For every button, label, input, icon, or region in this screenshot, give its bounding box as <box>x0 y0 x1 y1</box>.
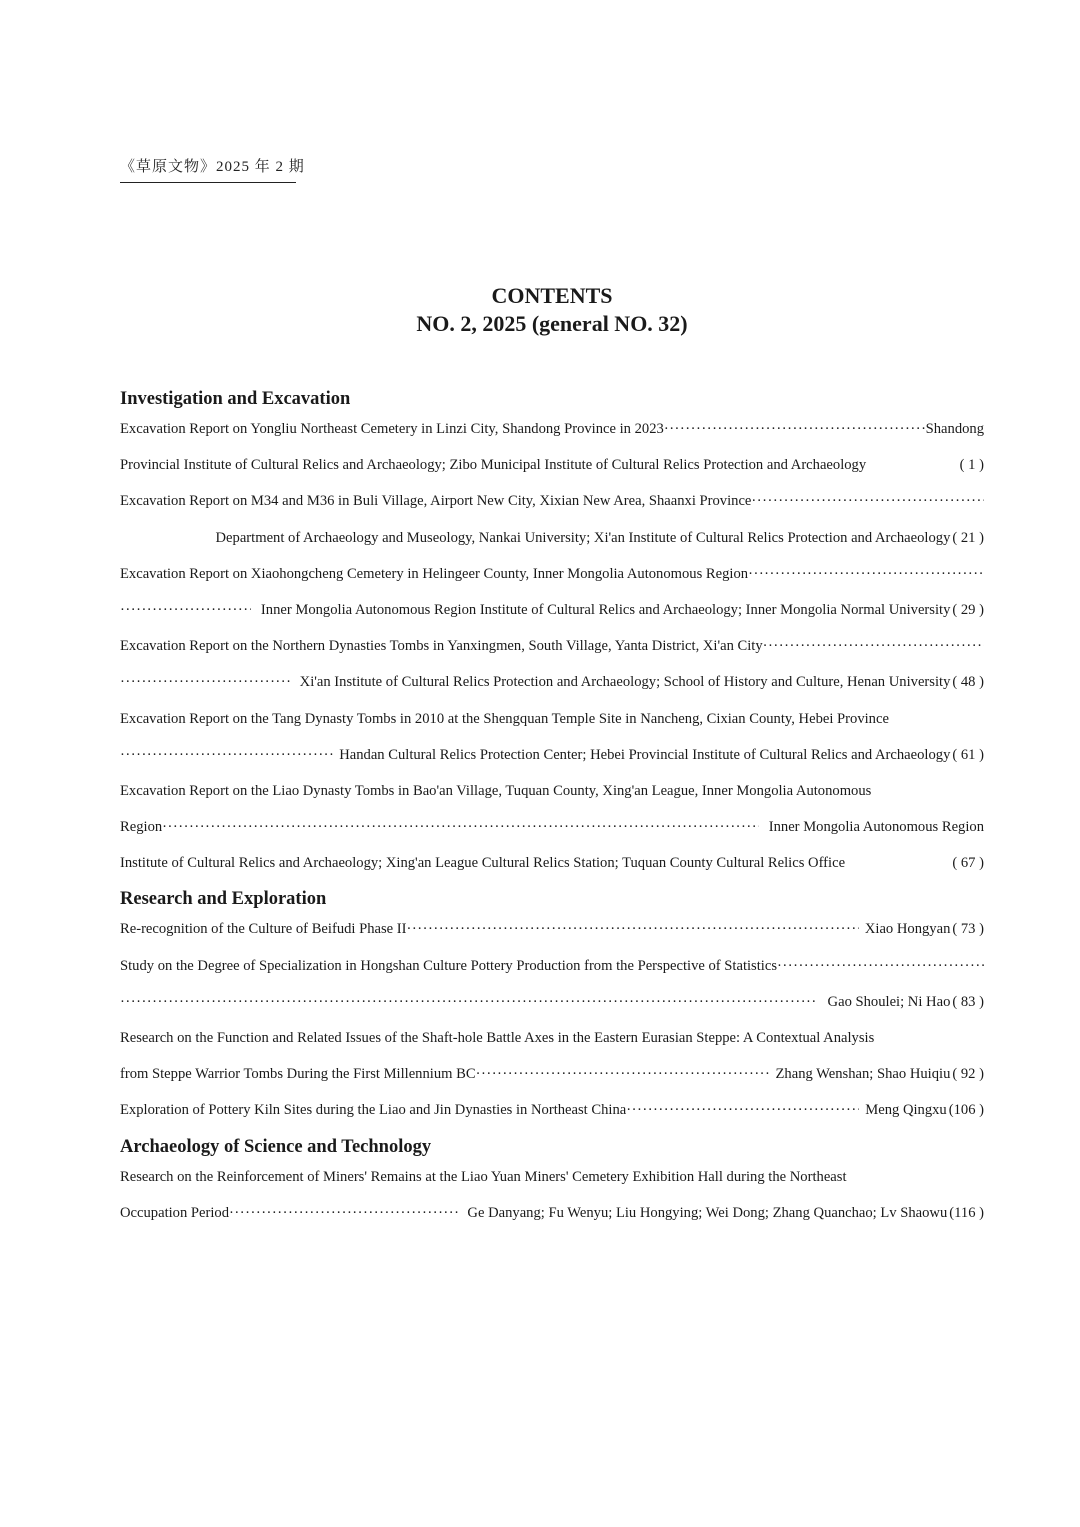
entry-title: Region <box>120 819 163 836</box>
entry-title: Excavation Report on the Liao Dynasty Tombs in Bao'an Village, Tuquan County, Xing'an League, Inner Mongolia Autonomous <box>120 782 872 799</box>
entry-title: Occupation Period <box>120 1204 230 1221</box>
toc-entry[interactable] <box>120 916 984 952</box>
leader-dots <box>748 561 984 587</box>
toc-entry[interactable] <box>120 488 984 560</box>
entry-page: (106 ) <box>948 1102 984 1119</box>
entry-title: Excavation Report on Xiaohongcheng Cemetery in Helingeer County, Inner Mongolia Autonomous Region <box>120 565 749 582</box>
entry-page: ( 83 ) <box>952 993 984 1010</box>
toc-entry[interactable] <box>120 1097 984 1133</box>
running-header: 《草原文物》2025 年 2 期 <box>120 155 296 183</box>
leader-dots <box>120 742 335 768</box>
leader-dots <box>751 488 984 514</box>
entry-page: ( 67 ) <box>952 855 984 872</box>
leader-dots <box>664 416 926 442</box>
toc-entry[interactable] <box>120 706 984 778</box>
leader-dots <box>120 597 251 623</box>
entry-page: ( 92 ) <box>952 1066 984 1083</box>
table-of-contents <box>120 386 984 1236</box>
entry-page: ( 21 ) <box>952 529 984 546</box>
toc-entry[interactable] <box>120 1164 984 1236</box>
entry-authors: Gao Shoulei; Ni Hao <box>827 993 951 1010</box>
entry-title: Re-recognition of the Culture of Beifudi Phase II <box>120 921 407 938</box>
entry-authors: Meng Qingxu <box>865 1102 947 1119</box>
entry-title: Exploration of Pottery Kiln Sites during the Liao and Jin Dynasties in Northeast China <box>120 1102 627 1119</box>
contents-title: CONTENTS <box>491 283 613 308</box>
entry-authors: Inner Mongolia Autonomous Region Institute of Cultural Relics and Archaeology; Inner Mongolia Normal University <box>260 601 951 618</box>
leader-dots <box>120 669 290 695</box>
leader-dots <box>476 1061 770 1087</box>
entry-authors: Provincial Institute of Cultural Relics and Archaeology; Zibo Municipal Institute of Cultural Relics Protection and Archaeology <box>120 457 867 474</box>
entry-authors: Ge Danyang; Fu Wenyu; Liu Hongying; Wei Dong; Zhang Quanchao; Lv Shaowu <box>467 1204 948 1221</box>
leader-dots <box>763 633 984 659</box>
leader-dots <box>626 1097 859 1123</box>
section-heading: Research and Exploration <box>120 889 327 910</box>
leader-dots <box>162 814 759 840</box>
entry-page: ( 73 ) <box>952 921 984 938</box>
toc-entry[interactable] <box>120 1025 984 1097</box>
entry-authors: Xiao Hongyan <box>864 921 951 938</box>
entry-title: Excavation Report on Yongliu Northeast Cemetery in Linzi City, Shandong Province in 2023 <box>120 421 664 437</box>
toc-entry[interactable] <box>120 633 984 705</box>
entry-page: ( 29 ) <box>952 601 984 618</box>
leader-dots <box>120 989 816 1015</box>
issue-number: NO. 2, 2025 (general NO. 32) <box>416 311 688 336</box>
entry-title: Research on the Reinforcement of Miners' Remains at the Liao Yuan Miners' Cemetery Exhibition Hall during the Northeast <box>120 1168 847 1185</box>
section-heading: Investigation and Excavation <box>120 389 351 409</box>
entry-authors: Inner Mongolia Autonomous Region <box>768 819 984 836</box>
entry-authors: Department of Archaeology and Museology, Nankai University; Xi'an Institute of Cultural Relics Protection and Archaeology <box>215 529 951 546</box>
entry-title: Excavation Report on M34 and M36 in Buli Village, Airport New City, Xixian New Area, Shaanxi Province <box>120 493 752 510</box>
entry-authors: Xi'an Institute of Cultural Relics Protection and Archaeology; School of History and Culture, Henan University <box>299 674 951 691</box>
entry-title: Study on the Degree of Specialization in Hongshan Culture Pottery Production from the Perspective of Statistics <box>120 957 777 974</box>
entry-authors: Institute of Cultural Relics and Archaeology; Xing'an League Cultural Relics Station; Tuquan County Cultural Relics Office <box>120 855 846 872</box>
entry-authors: Zhang Wenshan; Shao Huiqiu <box>775 1066 951 1083</box>
entry-title: Excavation Report on the Northern Dynasties Tombs in Yanxingmen, South Village, Yanta District, Xi'an City <box>120 638 763 655</box>
toc-entry[interactable] <box>120 416 984 488</box>
entry-title: Research on the Function and Related Issues of the Shaft-hole Battle Axes in the Eastern Eurasian Steppe: A Contextual Analysis <box>120 1030 875 1046</box>
entry-authors: Shandong <box>925 421 984 437</box>
leader-dots <box>407 916 859 942</box>
entry-title: from Steppe Warrior Tombs During the First Millennium BC <box>120 1066 476 1083</box>
entry-title: Excavation Report on the Tang Dynasty Tombs in 2010 at the Shengquan Temple Site in Nancheng, Cixian County, Hebei Province <box>120 710 889 727</box>
entry-page: (116 ) <box>949 1204 984 1221</box>
leader-dots <box>229 1200 459 1226</box>
entry-authors: Handan Cultural Relics Protection Center; Hebei Provincial Institute of Cultural Relics and Archaeology <box>339 746 951 763</box>
entry-page: ( 61 ) <box>952 746 984 763</box>
section-heading: Archaeology of Science and Technology <box>120 1136 432 1157</box>
toc-entry[interactable] <box>120 561 984 633</box>
toc-entry[interactable] <box>120 953 984 1025</box>
toc-entry[interactable] <box>120 778 984 887</box>
leader-dots <box>777 953 984 979</box>
entry-page: ( 1 ) <box>959 457 984 474</box>
entry-page: ( 48 ) <box>952 674 984 691</box>
